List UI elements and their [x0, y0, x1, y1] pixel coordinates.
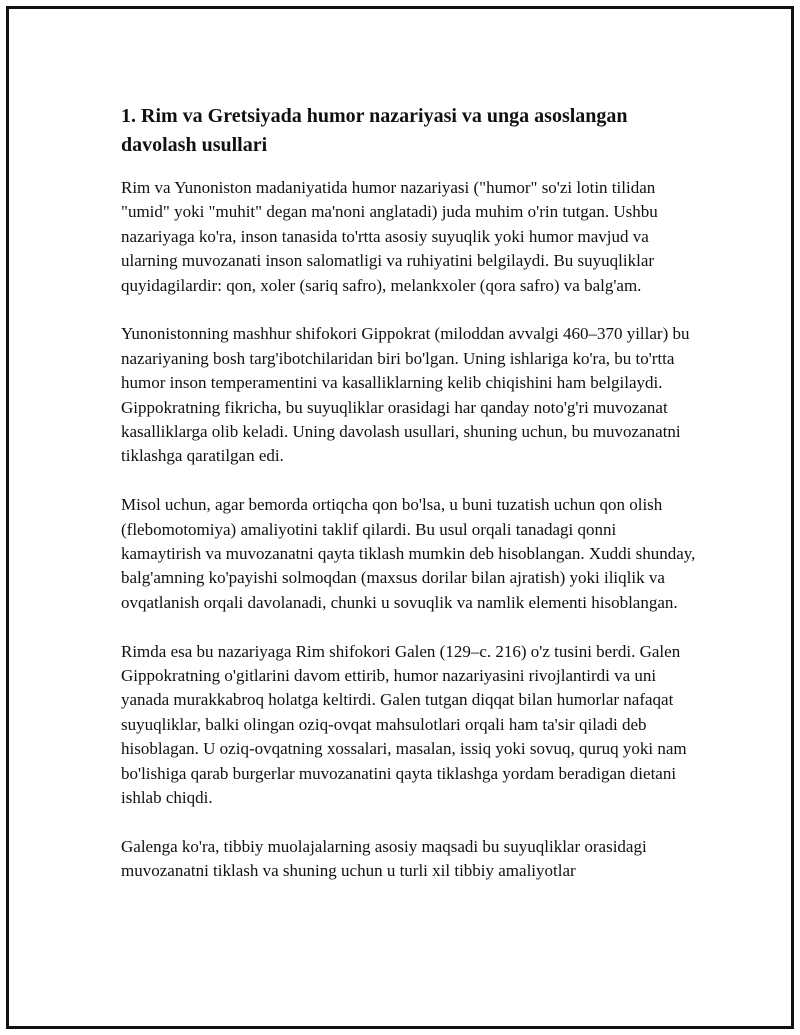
document-body [121, 102, 699, 908]
paragraph-humor-theory: Rim va Yunoniston madaniyatida humor nazariyasi ("humor" so'zi lotin tilidan "umid" yoki "muhit" degan ma'noni anglatadi) juda muhim o'rin tutgan. Ushbu nazariyaga ko'ra, inson tanasida to'rtta asosiy suyuqlik yoki humor mavjud va ularning muvozanati inson salomatligi va ruhiyatini belgilaydi. Bu suyuqliklar quyidagilardir: qon, xoler (sariq safro), melankxoler (qora safro) va balg'am. [121, 178, 658, 295]
paragraph-galen: Rimda esa bu nazariyaga Rim shifokori Galen (129–c. 216) o'z tusini berdi. Galen Gippokratning o'gitlarini davom ettirib, humor nazariyasini rivojlantirdi va uni yanada murakkabroq holatga keltirdi. Galen tutgan diqqat bilan humorlar nafaqat suyuqliklar, balki olingan oziq-ovqat mahsulotlari orqali ham ta'sir qiladi deb hisoblagan. U oziq-ovqatning xossalari, masalan, issiq yoki sovuq, quruq yoki nam bo'lishiga qarab burgerlar muvozanatini qayta tiklashga yordam beradigan dietani ishlab chiqdi. [121, 641, 687, 808]
paragraph-hippocrates: Yunonistonning mashhur shifokori Gippokrat (miloddan avvalgi 460–370 yillar) bu nazariyaning bosh targ'ibotchilaridan biri bo'lgan. Uning ishlariga ko'ra, bu to'rtta humor inson temperamentini va kasalliklarning kelib chiqishini ham belgilaydi. Gippokratning fikricha, bu suyuqliklar orasidagi har qanday noto'g'ri muvozanat kasalliklarga olib keladi. Uning davolash usullari, shuning uchun, bu muvozanatni tiklashga qaratilgan edi. [121, 324, 690, 466]
section-heading: 1. Rim va Gretsiyada humor nazariyasi va unga asoslangan davolash usullari [121, 105, 628, 156]
paragraph-treatment-example: Misol uchun, agar bemorda ortiqcha qon bo'lsa, u buni tuzatish uchun qon olish (flebomotomiya) amaliyotini taklif qilardi. Bu usul orqali tanadagi qonni kamaytirish va muvozanatni qayta tiklash mumkin deb hisoblangan. Xuddi shunday, balg'amning ko'payishi solmoqdan (maxsus dorilar bilan ajratish) yoki iliqlik va ovqatlanish orqali davolanadi, chunki u sovuqlik va namlik elementi hisoblangan. [121, 495, 696, 612]
page-frame [6, 6, 794, 1029]
paragraph-galen-goal: Galenga ko'ra, tibbiy muolajalarning asosiy maqsadi bu suyuqliklar orasidagi muvozanatni tiklash va shuning uchun u turli xil tibbiy amaliyotlar [121, 836, 647, 881]
